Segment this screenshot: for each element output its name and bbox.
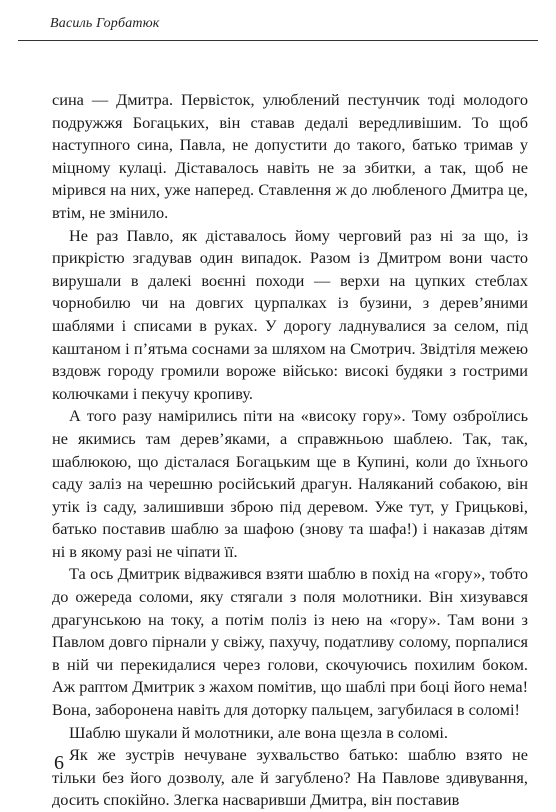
paragraph: Не раз Павло, як діставалось йому черговий раз ні за що, із прикрістю згадував один випадок. Разом із Дмитром вони часто вирушали в далекі воєнні походи — верхи на цупких стеблах чорнобилю чи на довгих цурпалках із бузини, з дерев’яними шаблями і списами в руках. У дорогу ладнувалися за селом, під каштаном і п’ятьма соснами за шляхом на Смотрич. Звідтіля межею вздовж городу громили вороже військо: високі будяки з гострими колючками і пекучу кропиву. xyxy=(52,225,528,403)
body-text xyxy=(52,89,528,812)
running-head-author: Василь Горбатюк xyxy=(50,16,160,31)
header-rule xyxy=(18,40,538,41)
paragraph: Та ось Дмитрик відважився взяти шаблю в похід на «гору», тобто до ожереда соломи, яку стягали з поля молотники. Він хизувався драгунською на току, а потім поліз із нею на «гору». Там вони з Павлом довго пірнали у свіжу, пахучу, податливу солому, порпалися в ній чи перекидалися через голови, скочуючись похилим боком. Аж раптом Дмитрик з жахом помітив, що шаблі при боці його нема! Вона, заборонена навіть для доторку пальцем, загубилася в соломі! xyxy=(52,564,528,720)
paragraph-continued: сина — Дмитра. Первісток, улюблений пестунчик тоді молодого подружжя Богацьких, він ставав дедалі вередливішим. То щоб наступного сина, Павла, не допустити до такого, батько тримав у міцному кулаці. Діставалось навіть не за збитки, а так, щоб не мірився на них, уже наперед. Ставлення ж до любленого Дмитра це, втім, не змінило. xyxy=(52,90,528,222)
paragraph: Як же зустрів нечуване зухвальство батько: шаблю взято не тільки без його дозволу, але й загублено? На Павлове здивування, досить спокійно. Злегка насваривши Дмитра, він поставив xyxy=(52,745,528,810)
page-header xyxy=(18,16,538,41)
page-number: 6 xyxy=(54,752,64,774)
paragraph: Шаблю шукали й молотники, але вона щезла в соломі. xyxy=(69,722,448,742)
paragraph: А того разу намірились піти на «високу гору». Тому озброїлись не якимись там дерев’яками, а справжньою шаблею. Так, так, шаблюкою, що дісталася Богацьким ще в Купині, коли до їхнього саду заліз на черешню російський драгун. Наляканий собакою, він утік із саду, залишивши зброю під деревом. Уже тут, у Грицькові, батько поставив шаблю за шафою (знову та шафа!) і наказав дітям ні в якому разі не чіпати її. xyxy=(52,406,528,561)
